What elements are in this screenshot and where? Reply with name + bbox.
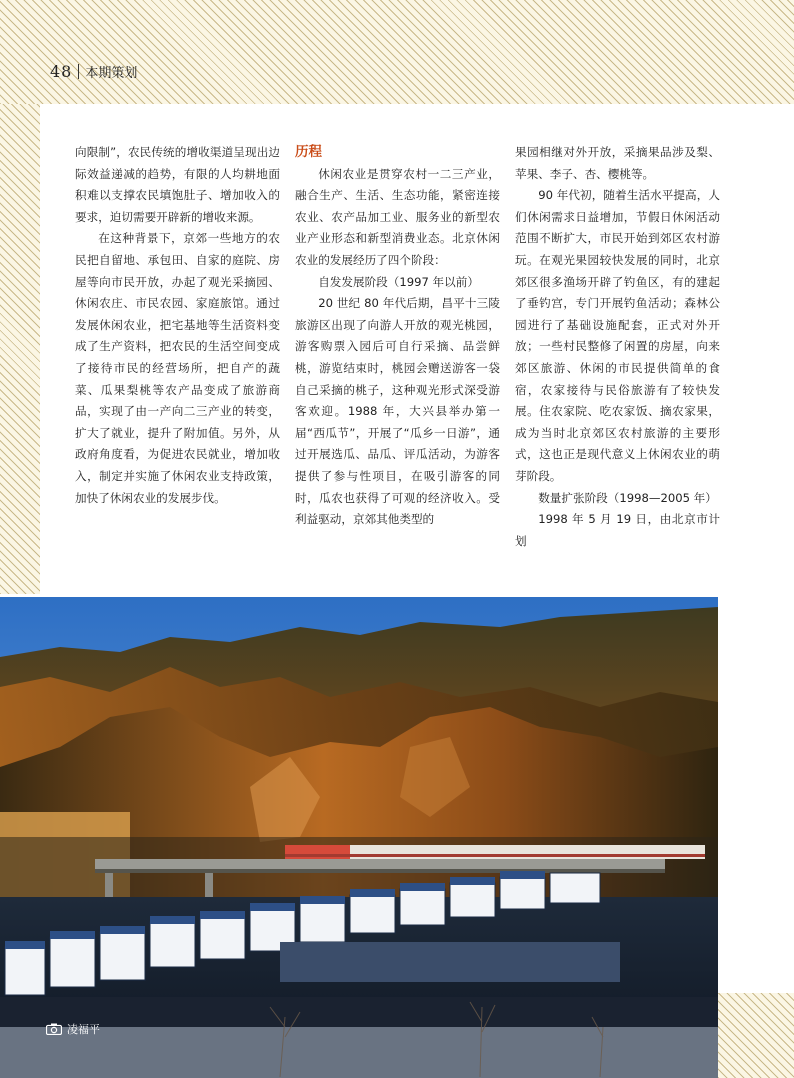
camera-icon [46, 1023, 62, 1035]
paragraph: 果园相继对外开放，采摘果品涉及梨、苹果、李子、杏、樱桃等。 [515, 145, 720, 181]
paragraph: 90 年代初，随着生活水平提高，人们休闲需求日益增加，节假日休闲活动范围不断扩大，市民开始到郊区农村游玩。在观光果园较快发展的同时，北京郊区很多渔场开辟了钓鱼区，有的建起了垂钓宫，专门开展钓鱼活动；森林公园进行了基础设施配套，正式对外开放；一些村民整修了闲置的房屋，向来郊区旅游、休闲的市民提供简单的食宿，农家接待与民俗旅游有了较快发展。住农家院、吃农家饭、摘农家果，成为当时北京郊区农村旅游的主要形式，这也正是现代意义上休闲农业的萌芽阶段。 [515, 188, 720, 483]
header-divider [78, 64, 79, 79]
paragraph: 向限制”，农民传统的增收渠道呈现出边际效益递减的趋势，有限的人均耕地面积难以支撑农民填饱肚子、增加收入的要求，迫切需要开辟新的增收来源。 [75, 145, 280, 224]
text-column-1 [75, 142, 280, 509]
stage-subheading: 数量扩张阶段（1998—2005 年） [538, 490, 717, 505]
page-header [50, 60, 137, 82]
photo-credit [46, 1021, 100, 1037]
decorative-hatch-top [0, 0, 794, 104]
decorative-hatch-bottom-right [718, 993, 794, 1078]
text-column-3 [515, 142, 720, 552]
paragraph: 休闲农业是贯穿农村一二三产业，融合生产、生活、生态功能，紧密连接农业、农产品加工业、服务业的新型农业产业形态和新型消费业态。北京休闲农业的发展经历了四个阶段： [295, 166, 500, 267]
page-number: 48 [50, 61, 73, 81]
text-column-2 [295, 142, 500, 531]
paragraph: 20 世纪 80 年代后期，昌平十三陵旅游区出现了向游人开放的观光桃园，游客购票入园后可自行采摘、品尝鲜桃，游览结束时，桃园会赠送游客一袋自己采摘的桃子，这种观光形式深受游客欢迎。1988 年，大兴县举办第一届“西瓜节”，开展了“瓜乡一日游”，通过开展选瓜、品瓜、评瓜活动，为游客提供了参与性项目，在吸引游客的同时，瓜农也获得了可观的经济收入。受利益驱动，京郊其他类型的 [295, 296, 500, 527]
paragraph: 1998 年 5 月 19 日，由北京市计划 [515, 512, 720, 548]
landscape-photo [0, 597, 718, 1078]
section-name: 本期策划 [85, 65, 138, 81]
paragraph: 在这种背景下，京郊一些地方的农民把自留地、承包田、自家的庭院、房屋等向市民开放，办起了观光采摘园、休闲农庄、市民农园、家庭旅馆。通过发展休闲农业，把宅基地等生活资料变成了生产资料，把农民的生活空间变成了接待市民的经营场所，把自产的蔬菜、瓜果梨桃等农产品变成了旅游商品，实现了由一产向二三产业的转变，扩大了就业，提升了附加值。另外，从政府角度看，为促进农民就业，增加收入，制定并实施了休闲农业支持政策，加快了休闲农业的发展步伐。 [75, 231, 280, 505]
stage-subheading: 自发发展阶段（1997 年以前） [318, 274, 479, 289]
decorative-hatch-left [0, 104, 40, 594]
section-heading: 历程 [295, 144, 322, 160]
photographer-name: 凌福平 [67, 1023, 100, 1036]
